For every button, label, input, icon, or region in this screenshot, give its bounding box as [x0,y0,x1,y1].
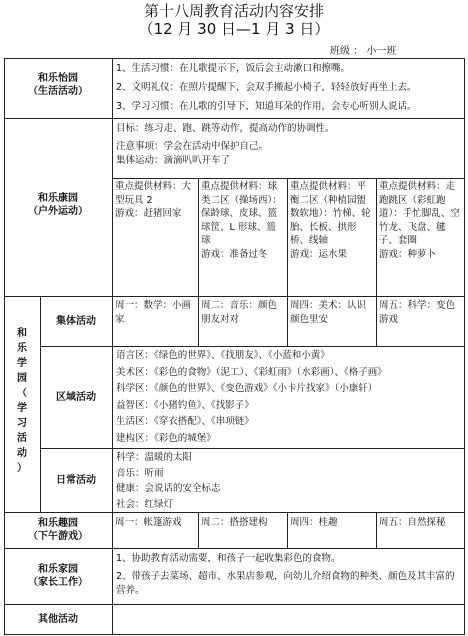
list-item: 科学：温暖的太阳 [116,452,193,463]
area-activity-content [116,348,462,447]
section-name: 和乐怡园 [38,73,78,84]
name-char: 活 [17,433,27,444]
group-activity-cell: 周五：科学：变色游戏 [379,300,456,325]
material-cell: 重点提供材料：大型玩具 2 游戏：赶猪回家 [115,181,192,219]
group-activity-cell: 周一：数学：小画家 [115,300,192,325]
area-activity-label: 区域活动 [56,392,96,403]
name-char: （ [17,388,27,399]
list-item: 语言区：《绿色的世界》、《找朋友》、《小蓝和小黄》 [116,350,330,361]
section-name: 和乐趣园 [38,518,78,529]
afternoon-game-cell: 周一：帐篷游戏 [115,517,182,528]
list-item: 1、协助教育活动需要，和孩子一起收集彩色的食物。 [116,553,341,564]
kangyuan-top [116,122,462,168]
section-sub: （生活活动） [28,86,88,97]
quyuan-label [4,517,112,543]
jiayuan-label [4,563,112,589]
name-char: 学 [17,403,27,414]
name-char: 动 [17,448,27,459]
section-sub: （户外运动） [28,206,88,217]
list-item: 美术区：《彩色的食物》（泥工）、《彩虹雨》（水彩画）、《格子画》 [116,366,387,378]
group-activity-cell: 周四：美术：认识颜色里安 [290,300,367,325]
yiyuan-label [4,72,112,98]
name-char: 乐 [17,343,27,354]
list-item: 健康：会说话的安全标志 [116,483,221,494]
class-label: 班级 ： 小一班 [330,46,397,57]
afternoon-game-cell: 周五：自然探秘 [379,517,446,528]
name-char: 和 [17,328,27,339]
note-text: 注意事项：学会在活动中保护自己。 [116,141,269,152]
name-char: ） [17,463,27,474]
list-item: 2、带孩子去菜场、超市、水果店参观，向幼儿介绍食物的种类、颜色及其丰富的营养。 [116,571,455,596]
yiyuan-content [116,62,462,114]
group-sport: 集体运动：滴滴叭叭开车了 [116,155,231,166]
material-cell: 重点提供材料：平衡二区（种植园盥数软地）：竹梯、轮胎、长板、拱形桥、线轴 游戏：运水果 [290,181,371,260]
list-item: 科学区：《颜色的世界》、《变色游戏》《小卡片找家》（小康轩） [116,383,378,394]
afternoon-game-cell: 周四：桂趣 [290,517,338,528]
date-range: （12 月 30 日—1 月 3 日） [138,20,330,38]
xueyuan-label [4,326,40,476]
group-activity-label: 集体活动 [56,316,96,327]
list-item: 1、生活习惯：在儿歌提示下，饭后会主动漱口和擦嘴。 [116,63,351,74]
page-title: 第十八周教育活动内容安排 [143,2,324,20]
section-sub: （下午游戏） [28,531,88,542]
list-item: 社会：红绿灯 [116,498,174,510]
list-item: 益智区：《小猪钓鱼》、《找影子》 [116,399,254,411]
section-name: 和乐康园 [38,193,78,204]
name-char: 学 [17,358,27,369]
goal-text: 目标：练习走、跑、跳等动作，提高动作的协调性。 [116,123,335,134]
name-char: 习 [17,418,27,429]
material-cell: 重点提供材料：走跑跳区（彩虹跑道）：手忙脚乱、空竹龙、飞盘、毽子、套圈 游戏：种萝卜 [379,181,460,260]
jiayuan-content [116,552,462,598]
daily-activity-content [116,450,462,512]
other-label: 其他活动 [38,614,78,625]
list-item: 2、文明礼仪：在照片提醒下，会双手搬起小椅子，轻轻放好再坐上去。 [116,82,417,93]
kangyuan-label [4,192,112,218]
afternoon-game-cell: 周二：搭搭建构 [201,517,268,528]
name-char: 园 [17,373,27,384]
list-item: 3、学习习惯：在儿歌的引导下，知道耳朵的作用，会专心听别人说话。 [116,101,417,112]
daily-activity-label: 日常活动 [56,475,96,486]
section-sub: （家长工作） [28,577,88,588]
group-activity-cell: 周二：音乐：颜色朋友对对 [201,300,278,325]
material-cell: 重点提供材料：球类二区（操场西）：保龄球、皮球、篮球筐、L 形球、篮球 游戏：准备过冬 [201,181,282,260]
section-name: 和乐家园 [38,564,78,575]
list-item: 建构区：《彩色的城堡》 [116,432,216,444]
list-item: 音乐：听雨 [116,467,164,479]
list-item: 生活区：《穿衣搭配》、《串项链》 [116,416,254,427]
